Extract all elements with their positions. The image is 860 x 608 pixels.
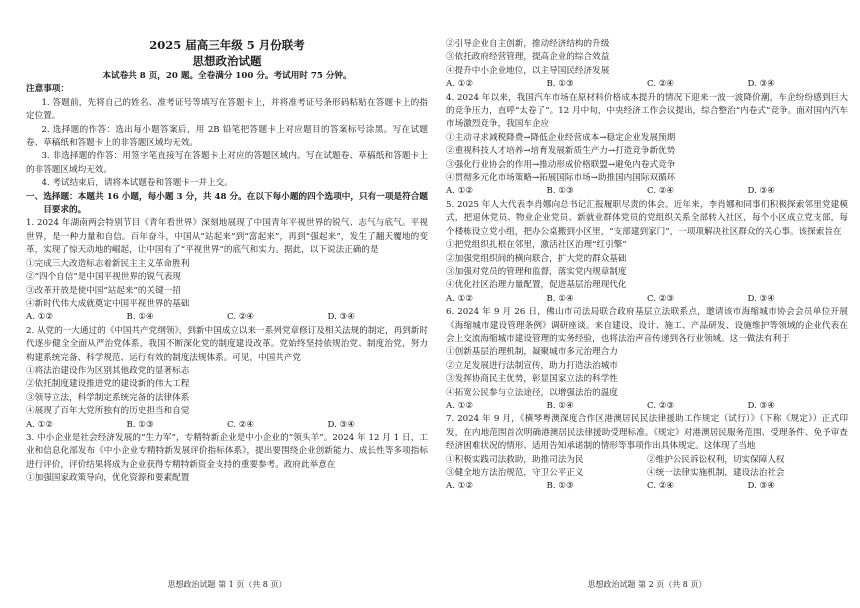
answer-choice[interactable]: C. ②④ <box>227 312 255 323</box>
q3-item: ④提升中小企业地位，以主导国民经济发展 <box>446 65 610 76</box>
q5-item: ①把党组织扎根在邻里，激活社区治理“红引擎” <box>446 240 627 251</box>
answer-choice[interactable]: B. ①④ <box>546 400 574 411</box>
q4-item: ④贯彻多元化市场策略→拓展国际市场→助推国内国际双循环 <box>446 173 676 184</box>
q2-answers <box>26 419 428 432</box>
answer-choice[interactable]: C. ②④ <box>647 79 675 90</box>
answer-choice[interactable]: B. ①③ <box>546 481 574 492</box>
q2-item: ④展现了百年大党所独有的历史担当和自觉 <box>26 406 190 417</box>
q5-answers <box>446 293 848 306</box>
q2-item: ②依托制度建设推进党的建设新的伟大工程 <box>26 379 190 390</box>
notice-item: 4. 考试结束后，请将本试题卷和答题卡一并上交。 <box>41 178 233 189</box>
answer-choice[interactable]: C. ②③ <box>647 400 675 411</box>
q6-item: ①创新基层治理机制，凝聚城市多元治理合力 <box>446 347 618 358</box>
answer-choice[interactable]: C. ②④ <box>647 481 675 492</box>
q7-answers <box>446 480 848 493</box>
answer-choice[interactable]: D. ③④ <box>747 400 775 411</box>
answer-choice[interactable]: B. ①③ <box>546 186 574 197</box>
answer-choice[interactable]: A. ①② <box>446 481 474 492</box>
question-7-stem: 7. 2024 年 9 月，《横琴粤澳深度合作区港澳居民民法律援助工作规定（试行）》（下称《规定》）正式印发，在内地范围首次明确港澳居民法律援助受理标准。《规定》对港澳居民服务范围、受理条件、免予审查经济困难状况的情形、适用告知承诺制的情形等事项作出具体规定。这体现了当地 <box>446 414 848 452</box>
notice-heading: 注意事项： <box>26 84 69 95</box>
q7-item-row <box>446 467 848 480</box>
q7-item-row <box>446 454 848 467</box>
q3-answers <box>446 78 848 91</box>
answer-choice[interactable]: A. ①② <box>446 186 474 197</box>
exam-info: 本试卷共 8 页，20 题。全卷满分 100 分。考试用时 75 分钟。 <box>102 71 352 81</box>
answer-choice[interactable]: A. ①② <box>446 293 474 304</box>
question-1-stem: 1. 2024 年湖南两会特别节目《青年看世界》深刻地展现了中国青年平视世界的锐气、志气与底气。平视世界，是一种力量和自信。百年奋斗，中国从“站起来”到“富起来”，再到“强起来”，发生了翻天覆地的变革，实现了惊天动地的崛起，让中国有了“平视世界”的底气和实力。据此，以下说法正确的是 <box>26 218 428 256</box>
answer-choice[interactable]: B. ①③ <box>126 419 154 430</box>
q3-item: ①加强国家政策导向，优化资源和要素配置 <box>26 473 190 484</box>
notice-item: 3. 非选择题的作答：用签字笔直接写在答题卡上对应的答题区域内。写在试题卷、草稿纸和答题卡上的非答题区域均无效。 <box>26 151 428 175</box>
page-2-column <box>446 38 848 494</box>
q7-item: ①积极实践司法救助，助推司法为民 <box>446 454 584 465</box>
answer-choice[interactable]: B. ①④ <box>126 312 154 323</box>
question-4-stem: 4. 2024 年以来，我国汽车市场在原材料价格成本提升的情况下迎来一波一波降价潮，车企纷纷感到巨大的竞争压力，直呼“太卷了”。12 月中旬，中央经济工作会议提出，综合整治“内卷式”竞争。面对国内汽车市场激烈竞争，我国车企应 <box>446 92 848 130</box>
answer-choice[interactable]: D. ③④ <box>327 312 355 323</box>
exam-title: 2025 届高三年级 5 月份联考 <box>149 38 305 52</box>
page-1-footer: 思想政治试题 第 1 页（共 8 页） <box>167 580 287 589</box>
page-1-column <box>26 0 428 486</box>
answer-choice[interactable]: A. ①② <box>26 419 54 430</box>
q4-item: ①主动寻求减税降费→降低企业经营成本→稳定企业发展预期 <box>446 132 676 143</box>
q2-item: ①将法治建设作为区别其他政党的显著标志 <box>26 365 190 376</box>
q4-item: ③强化行业协会的作用→推动形成价格联盟→避免内卷式竞争 <box>446 159 676 170</box>
answer-choice[interactable]: D. ③④ <box>747 186 775 197</box>
q1-item: ②“四个自信”是中国平视世界的锐气表现 <box>26 272 181 283</box>
answer-choice[interactable]: C. ②③ <box>647 293 675 304</box>
q6-item: ③发挥协商民主优势，彰显国家立法的科学性 <box>446 374 618 385</box>
q6-item: ②立足发展进行法制宣传，助力打造法治城市 <box>446 360 618 371</box>
q4-item: ②重视科技人才培养→培育发展新质生产力→打造竞争新优势 <box>446 146 676 157</box>
q7-item: ④统一法律实施机制，建设法治社会 <box>647 468 785 478</box>
answer-choice[interactable]: C. ②④ <box>647 186 675 197</box>
answer-choice[interactable]: A. ①② <box>446 400 474 411</box>
subject-title: 思想政治试题 <box>192 54 262 68</box>
q5-item: ④优化社区治理力量配置，促进基层治理现代化 <box>446 280 627 291</box>
q6-item: ④拓宽公民参与立法途径，以增强法治的温度 <box>446 387 618 398</box>
q6-answers <box>446 400 848 413</box>
q3-item: ②引导企业自主创新，推动经济结构的升级 <box>446 39 610 49</box>
answer-choice[interactable]: A. ①② <box>446 79 474 90</box>
answer-choice[interactable]: B. ①③ <box>546 79 574 90</box>
q1-item: ④新时代伟大成就奠定中国平视世界的基础 <box>26 298 190 309</box>
notice-item: 1. 答题前，先将自己的姓名、准考证号等填写在答题卡上，并将准考证号条形码粘贴在答题卡上的指定位置。 <box>26 97 428 122</box>
question-6-stem: 6. 2024 年 9 月 26 日，佛山市司法局联合政府基层立法联系点，邀请该市海缩城市协会会员单位开展《海缩城市建设管理条例》调研座谈。来自建设、设计、施工、产品研发、设施维护等领域的企业代表在会上交流海缩城市建设管理的实务经验，也将法治声音传递到各行业领域。这一做法有利于 <box>446 307 848 344</box>
notice-item: 2. 选择题的作答：选出每小题答案后，用 2B 铅笔把答题卡上对应题目的答案标号涂黑。写在试题卷、草稿纸和答题卡上的非答题区域均无效。 <box>26 124 428 149</box>
question-5-stem: 5. 2025 年人大代表李肖娜向总书记汇报履职尽责的体会。近年来，李肖娜和同事们积极探索邻里党建模式，把退休党员、物业企业党员、新就业群体党员的党组织关系全部转入社区，每个小区成立党支部，每个楼栋设立党小组，把办公桌搬到小区里，“支部建到家门”，一项项解决社区群众的关心事。该探索旨在 <box>446 199 848 237</box>
answer-choice[interactable]: C. ②④ <box>227 419 255 430</box>
answer-choice[interactable]: D. ③④ <box>327 419 355 430</box>
answer-choice[interactable]: D. ③④ <box>747 79 775 90</box>
question-2-stem: 2. 从党的一大通过的《中国共产党纲领》，到新中国成立以来一系列党章修订及相关法规的制定，再到新时代逐步健全全面从严治党体系，我国不断深化党的制度建设改革。党始终坚持依规治党、制度治党，努力构建系统完备、科学规范、运行有效的制度法规体系。可见，中国共产党 <box>26 325 428 363</box>
section-heading: 一、选择题：本题共 16 小题，每小题 3 分，共 48 分。在以下每小题的四个选项中，只有一项是符合题目要求的。 <box>26 191 428 216</box>
q2-item: ③领导立法，科学制定系统完备的法律体系 <box>26 392 190 403</box>
answer-choice[interactable]: A. ①② <box>26 312 54 323</box>
page-2-footer: 思想政治试题 第 2 页（共 8 页） <box>587 580 707 589</box>
q1-answers <box>26 311 428 324</box>
q4-answers <box>446 185 848 198</box>
q3-item: ③依托政府经营管理，提高企业的综合效益 <box>446 52 610 63</box>
answer-choice[interactable]: D. ③④ <box>747 293 775 304</box>
q7-item: ②维护公民诉讼权利，切实保障人权 <box>647 454 785 465</box>
q5-item: ③加强对党员的管理和监督，落实党内规章制度 <box>446 266 627 277</box>
answer-choice[interactable]: B. ①④ <box>546 293 574 304</box>
q1-item: ③改革开放是使中国“站起来”的关键一招 <box>26 285 181 296</box>
question-3-stem: 3. 中小企业是社会经济发展的“生力军”，专精特新企业是中小企业的“领头羊”。2024 年 12 月 1 日，工业和信息化部发布《中小企业专精特新发展评价指标体系》，提出要围绕企业创新能力、成长性等多项指标进行评价，评价结果将成为企业获得专精特新资金支持的重要参考。政府此举意在 <box>26 432 428 470</box>
q1-item: ①完成三大改造标志着新民主主义革命胜利 <box>26 258 190 269</box>
answer-choice[interactable]: D. ③④ <box>747 481 775 492</box>
q7-item: ③健全地方法治规范，守卫公平正义 <box>446 468 584 478</box>
q5-item: ②加强党组织间的横向联合，扩大党的群众基础 <box>446 253 627 264</box>
